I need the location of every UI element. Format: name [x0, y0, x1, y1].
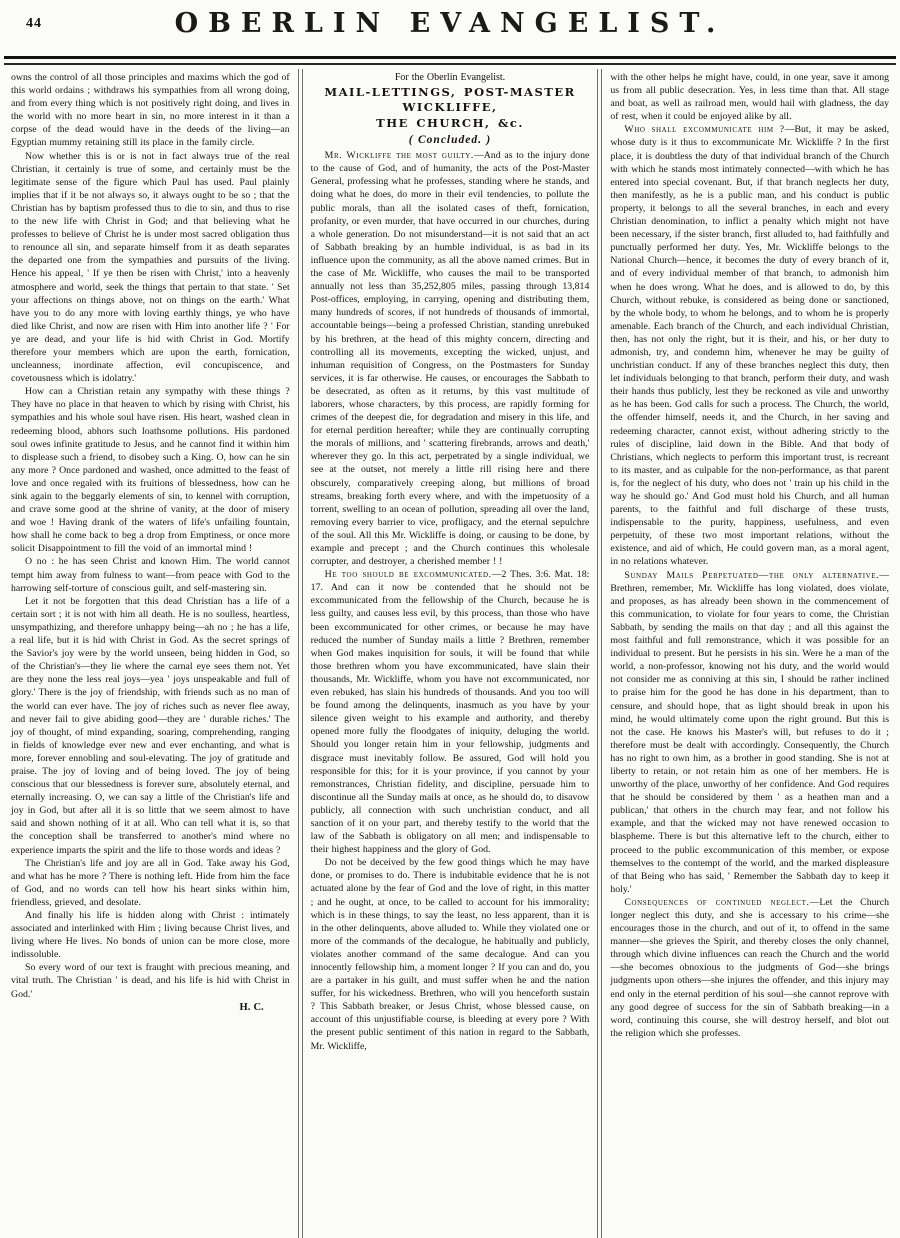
paragraph: Sunday Mails Perpetuated—the only alternative.—Brethren, remember, Mr. Wickliffe has long violated, does violate, and proposes, as has already been shown in the commencement of this communication, to violate for four years to come, the Christian Sabbath, by sending the mails on that day ; and all this against the most faithful and full remonstrance, which it was possible for an individual to present. But he persists in his sin. Were he a man of the world, a non-professor, knowing not his duty, and the world would not consider me as conniving at this sin, I should be rather inclined to praise him for the good he has done in his department, than to censure, and should hope, that as light should break in upon his mind, he would ultimately come upon the right ground. But this is not the case. He knows his Master's will, but refuses to do it ; therefore must be dealt with accordingly. Consequently, the Church has no right to own him, as a brother in good standing. She is not at liberty to retain, or not retain him as one of her members. He is unworthy of the place, unworthy of her confidence. And God requires that he should be considered by them ' as a heathen man and a publican,' that others in the church may fear, and not follow his example, and that the wicked may not have renewed occasion to blaspheme. There is but this alternative left to the church, either to proceed to the public excommunication of this member, or expose themselves to the contempt of the world, and the marked displeasure of that Being who has said, ' Remember the Sabbath day to keep it holy.'	[610, 569, 890, 895]
paragraph: Who shall excommunicate him ?—But, it may be asked, whose duty is it thus to excommunicate Mr. Wickliffe ? In the first place, it is doubtless the duty of that individual branch of the Church with which he stands most intimately connected—with which he has entered into special covenant. But, if that branch neglects her duty, then manifestly, as he is a public man, and his conduct is public property, it belongs to all the several branches, in each and every Christian denomination, to inflict a penalty which might not have been necessary, if the sister branch, first alluded to, had faithfully and punctually performed her duty. Yes, Mr. Wickliffe belongs to the National Church—hence, it becomes the duty of every branch of it, and of every individual member of that branch, to admonish him when he does wrong. What he does, and is allowed to do, by this Church, without rebuke, is considered as being done or sanctioned, by the whole body, to whom he belongs, and to whom he is properly amenable. Each branch of the Church, and each individual Christian, then, has not only the right, but it is their, and his, or her duty to admonish, try, and condemn him, whenever he may be guilty of unchristian conduct. If any of these branches neglect this duty, then let individuals belonging to that branch, perform their duty, and wash their hands thus publicly, lest they be reckoned as vile and unworthy as he has been. God calls for such a process. The Church, the world, the offender himself, needs it, and the Church, in her saving and redeeming character, cannot exist, without adhering strictly to the rules of discipline, laid down in the Bible. And that body of Christians, which neglects to perform this important trust, is recreant to its master, and as culpable for the non-performance, as that parent is, for the neglect of his duty, who does not ' train up his child in the way he should go.' And God must hold his Church, and all human parents, to the faithful and full discharge of these trusts, indispensable to the purity, happiness, usefulness, and even perpetuity, of these two most important relations, without the existence, and aid of which, He could govern man, as a moral agent, in no relations whatever.	[610, 124, 890, 568]
column-divider	[597, 69, 602, 1238]
paragraph-lead-in: He too should be excommunicated.	[324, 569, 492, 581]
paragraph: The Christian's life and joy are all in God. Take away his God, and what has he more ? There is nothing left. Hide from him the face of God, and no words can tell how his heart sinks within him, friendless, grieved, and desolate.	[11, 857, 290, 908]
paragraph-lead-in: Mr. Wickliffe the most guilty.	[324, 150, 474, 162]
article-subtitle: ( Concluded. )	[408, 134, 492, 147]
paragraph: Now whether this is or is not in fact always true of the real Christian, it certainly is true of some, and certainly must be the legitimate sense of the figure which Paul has used. Paul plainly implies that if it be not always so, it always ought to be so ; that the Christian has by baptism professed thus to die to sin, and thus to rise to the new life with Christ in God; and that believing what he professes to believe of Christ he is under most sacred obligation thus to renounce all sin, and separate himself from it as death separates the departed one from the sympathies and pursuits of the living. Hence his appeal, ' If ye then be risen with Christ,' into a heavenly atmosphere and world, seek the things that pertain to that state. ' Set your affections on things above, not on things on the earth.' What have you to do any more with loving earthly things, ye who have died like Christ, and now are risen with Him into another life ? ' For ye are dead, and your life is hid with Christ in God. Mortify therefore your members which are upon the earth, fornication, uncleanness, inordinate affection, evil concupiscence, and covetousness which is idolatry.'	[11, 150, 290, 385]
paragraph-lead-in: Sunday Mails Perpetuated—the only alternative.	[624, 569, 880, 581]
paragraph: O no : he has seen Christ and known Him. The world cannot tempt him away from fulness to want—from peace with God to the harrowing self-torture of conscious guilt, and self-mastering sin.	[11, 556, 290, 594]
masthead-title: OBERLIN EVANGELIST.	[174, 8, 726, 39]
article-credit: For the Oberlin Evangelist.	[394, 72, 506, 83]
column-divider	[298, 69, 303, 1238]
page-number: 44	[26, 16, 42, 31]
paragraph: He too should be excommunicated.—2 Thes. 3:6. Mat. 18: 17. And can it now be contended that he should not be excommunicated from the fellowship of the Church, because he is less guilty, and causes less evil, by this process, than those who have been excommunicated for other crimes, or because he may have reduced the number of Sunday mails a little ? Brethren, remember when God makes inquisition for souls, it will be found that while those brethren whom you have excommunicated, have slain their thousands, Mr. Wickliffe, whom you have not excommunicated, nor even rebuked, has slain his hundreds of thousands. And you too will be found among the delinquents, inasmuch as you have by your silence given weight to his example and authority, and thereby opened more fully the floodgates of iniquity, deluging the world. Should you longer retain him in your fellowship, judgments and disgrace must inevitably follow. Be assured, God will hold you responsible for this; for it is your province, if you cannot by your remonstrances, Christian fidelity, and discipline, persuade him to discontinue all the Sunday mails at once, as he should do, to disavow publicly, all connection with such unchristian conduct, and all sanction of it on your part, and thereby testify to the world that the law of the Sabbath is obligatory on all men; and indispensable to their highest happiness and the glory of God.	[310, 569, 590, 856]
column-layout	[0, 65, 900, 1238]
column-2	[304, 69, 597, 1238]
paragraph: Do not be deceived by the few good things which he may have done, or promises to do. There is indubitable evidence that he is not actuated alone by the fear of God and the love of right, in this matter ; and he ought, at once, to be called to account for his immorality; which is in these things, to say the least, no less apparent, than it is in the other delinquents, above alluded to. While they violated one or more of the commands of the decalogue, he habitually and publicly, violates another command of the same decalogue. And can you innocently fellowship him, a moment longer ? If you can and do, you are a partaker in his guilt, and must suffer when he and the nation suffer, for his wickedness. Brethren, who will you henceforth sustain ? This Sabbath breaker, or Jesus Christ, whose blessed cause, on account of this unjustifiable course, is bleeding at every pore ? With the present public sentiment of this nation in regard to the Sabbath, Mr. Wickliffe,	[310, 857, 590, 1052]
page-header	[0, 0, 900, 52]
paragraph: And finally his life is hidden along with Christ : intimately associated and interlinked with Him ; living because Christ lives, and living where He lives. No bonds of union can be more close, more indissoluble.	[11, 910, 290, 961]
paragraph: with the other helps he might have, could, in one year, save it among us from all public desecration. Yes, in less time than that. All stage and boat, as well as railroad men, would hail with gladness, the day of rest, when it could be enjoyed alike by all.	[610, 72, 890, 123]
paragraph: How can a Christian retain any sympathy with these things ? They have no place in that heaven to which by rising with Christ, his sympathies and his whole soul have risen. His heart, washed clean in redeeming blood, abhors such loathsome pollutions. His pardoned soul owes infinite gratitude to Jesus, and he cannot find it within him to displease such a friend, to disobey such a King. O, how can he sin any more ? Once pardoned and washed, once admitted to the feast of love and once regaled with its fruitions of blessedness, how can he sink again to the beggarly elements of sin, to kennel with corruption, and crave some good at the shrine of vanity, at the door of misery and woe ! Having drank of the waters of life's unfailing fountain, how shall he come back to beg a drop from Emptiness, or once more solicit Disappointment to fill the void of an immortal mind !	[11, 386, 290, 555]
paragraph: Consequences of continued neglect.—Let the Church longer neglect this duty, and she is accessary to his crime—she encourages those in the church, and out of it, to offend in the same manner—she grieves the Spirit, and thereby closes the only channel, through which divine influences can reach the Church and the world—she becomes obnoxious to the judgments of God—she brings judgments upon others—she injures the offender, and this injury may end only in the eternal perdition of his soul—she cannot reprove with any good degree of success for the sin of Sabbath breaking—in a word, continuing this course, she will destroy herself, and blot out the religion which she professes.	[610, 896, 890, 1039]
paragraph-lead-in: Who shall excommunicate him ?	[624, 124, 785, 136]
paragraph-lead-in: Consequences of continued neglect.	[624, 896, 810, 908]
article-headline: MAIL-LETTINGS, POST-MASTER WICKLIFFE,	[324, 85, 576, 115]
paragraph: So every word of our text is fraught with precious meaning, and vital truth. The Christian ' is dead, and his life is hid with Christ in God.'	[11, 962, 290, 1000]
article-headline: THE CHURCH, &c.	[376, 116, 524, 131]
column-1	[4, 69, 297, 1238]
masthead-rule	[4, 56, 896, 65]
paragraph: Mr. Wickliffe the most guilty.—And as to the injury done to the cause of God, and of humanity, the acts of the Post-Master General, professing what he professes, standing where he stands, and doing what he does, do more in their evil tendencies, to pollute the public morals, than all the isolated cases of theft, fornication, profanity, or even murder, that have occurred in our churches, during a whole generation. Do not misunderstand—it is not said that an act of Sabbath breaking by an humble individual, is as bad in its influence upon the community, as all the above named crimes. But in the case of Mr. Wickliffe, who causes the mail to be transported annually not less than 35,252,805 miles, passing through 13,814 Post-offices, employing, in carrying, opening and distributing them, many hundreds of scores, if not hundreds of thousands of immortal, accountable beings—being a professed Christian, standing unrebuked by his brethren, at the head of this mighty concern, directing and controlling all its movements, excepting the wicked, unjust, and inhuman requisition of Congress, on the Postmasters for Sunday services, it is far otherwise. He causes, or encourages the Sabbath to be desecrated, as often as it returns, by this vast multitude of laborers, whose characters, by this process, are rapidly forming for crimes of the deepest die, for degradation and misery in this life, and for eternal perdition hereafter; while they are continually corrupting the morals of millions, and ' scattering firebrands, arrows and death,' wherever they go. In this act, perpetrated by a single individual, we see at the outset, not merely a little rill rising here and there obscurely, comparatively creeping along, but millions of broad streams, breaking forth every where, and with the impetuosity of a torrent, swelling to an ocean of pollution, spreading all over the land, removing every barrier to vice, profligacy, and the eternal sepulchre of the soul. All this Mr. Wickliffe is doing, or causing to be done, by example and precept ; and the Church continues this wholesale corrupter, and destroyer, a cherished member ! !	[310, 150, 590, 568]
paragraph: owns the control of all those principles and maxims which the god of this world ordains ; withdraws his sympathies from all wrong doing, and from every thing which is not positively right doing, and lives in the world with no more heart in sin, no more interest in it than a corpse of the dead would have in the deeds of the living—an Egyptian mummy retaining still its place in the family circle.	[11, 72, 290, 149]
paragraph: Let it not be forgotten that this dead Christian has a life of a certain sort ; it is not with him all death. He is no soulless, heartless, unsympathizing, and therefore unhappy being—ah no ; he has a life, a real life, but it is hid with Christ in God. As the secret springs of the Savior's joy were by the world unseen, being hidden in God, so of the Christian's—they lie where the carnal eye sees them not. Yet are they none the less real joys—yea ' joys unspeakable and full of glory.' There is the joy of friendship, with friends such as no man of the world can ever have. The joy of riches such as never flee away, and never fail to give abiding good—they are ' durable riches.' The joy of thought, of mind expanding, soaring, comprehending, ranging in fields of knowledge ever new and ever enchanting, and what is more, forever ennobling and soul-elevating. The joy of gratitude and praise. The joy of loving and of being loved. The joy of being conscious that our blessedness is forever sure, absolutely eternal, and eternally increasing. O, we can say a little of the Christian's life and joy in God, but after all it is so little that we seem almost to have said and shown nothing of it at all. Who can tell what it is, so that the conception shall be transferred to another's mind where no experience imparts the spirit and the life to those words and ideas ?	[11, 595, 290, 856]
author-signature: H. C.	[239, 1001, 264, 1013]
column-3	[603, 69, 896, 1238]
